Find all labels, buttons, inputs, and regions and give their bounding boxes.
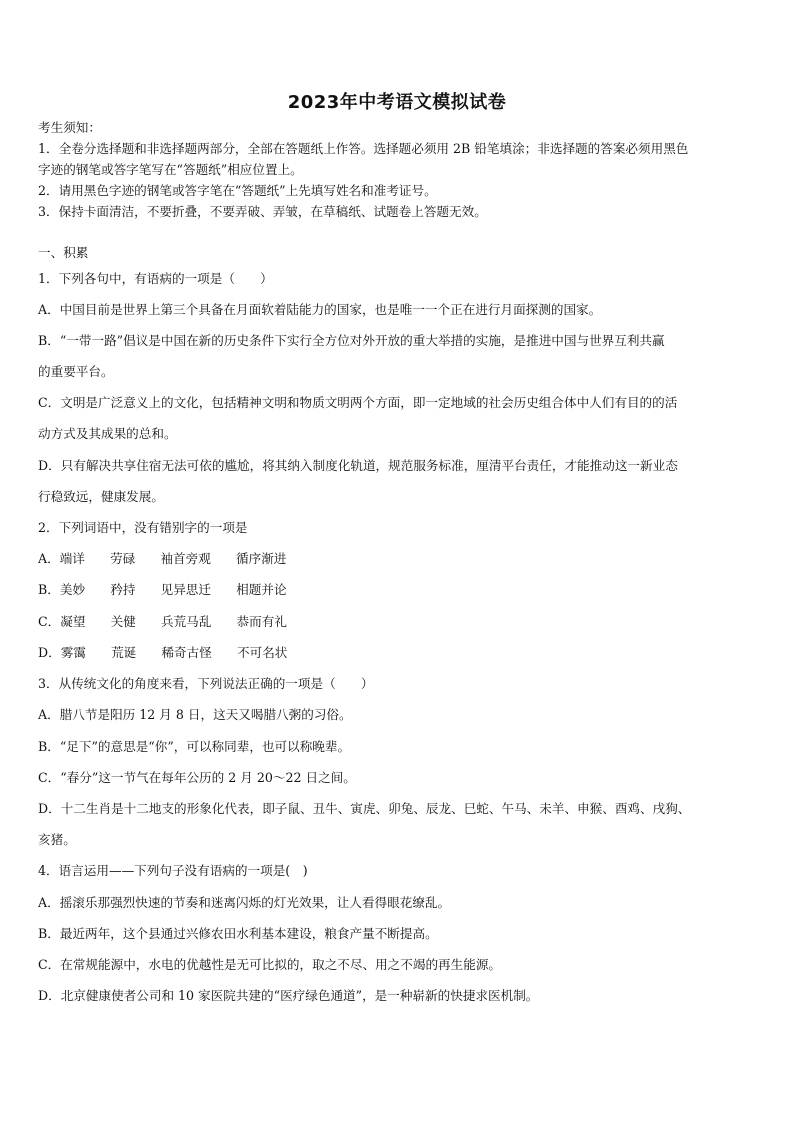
q4-option-c: C．在常规能源中，水电的优越性是无可比拟的，取之不尽、用之不竭的再生能源。: [38, 957, 502, 972]
notice-heading: 考生须知：: [38, 120, 101, 135]
q3-option-c: C．“春分”这一节气在每年公历的 2 月 20～22 日之间。: [38, 770, 356, 785]
q4-option-d: D．北京健康使者公司和 10 家医院共建的“医疗绿色通道”，是一种崭新的快捷求医机制。: [38, 988, 539, 1003]
q3-stem: 3．从传统文化的角度来看，下列说法正确的一项是（ ）: [38, 676, 374, 691]
q1-option-c-cont: 动方式及其成果的总和。: [38, 426, 177, 441]
q2-stem: 2．下列词语中，没有错别字的一项是: [38, 520, 248, 535]
notice-item-3: 3．保持卡面清洁，不要折叠，不要弄破、弄皱，在草稿纸、试题卷上答题无效。: [38, 204, 487, 219]
q2-option-d: D．雾霭 荒诞 稀奇古怪 不可名状: [38, 645, 288, 660]
q2-option-b: B．美妙 矜持 见异思迁 相题并论: [38, 582, 287, 597]
notice-item-1-cont: 字迹的钢笔或答字笔写在“答题纸”相应位置上。: [38, 162, 303, 177]
q1-option-d: D．只有解决共享住宿无法可依的尴尬，将其纳入制度化轨道，规范服务标准，厘清平台责任，才能推动这一新业态: [38, 458, 678, 473]
q1-option-b-cont: 的重要平台。: [38, 364, 114, 379]
q3-option-b: B．“足下”的意思是“你”，可以称同辈，也可以称晚辈。: [38, 739, 351, 754]
q1-option-a: A．中国目前是世界上第三个具备在月面软着陆能力的国家，也是唯一一个正在进行月面探测的国家。: [38, 302, 602, 317]
q1-option-c: C．文明是广泛意义上的文化，包括精神文明和物质文明两个方面，即一定地域的社会历史组合体中人们有目的的活: [38, 395, 678, 410]
q1-option-b: B．“一带一路”倡议是中国在新的历史条件下实行全方位对外开放的重大举措的实施，是推进中国与世界互利共赢: [38, 333, 665, 348]
q4-option-a: A．摇滚乐那强烈快速的节奏和迷离闪烁的灯光效果，让人看得眼花缭乱。: [38, 895, 451, 910]
section-heading: 一、积累: [38, 245, 89, 260]
notice-item-2: 2．请用黑色字迹的钢笔或答字笔在“答题纸”上先填写姓名和准考证号。: [38, 183, 437, 198]
notice-item-1: 1．全卷分选择题和非选择题两部分，全部在答题纸上作答。选择题必须用 2B 铅笔填涂；非选择题的答案必须用黑色: [38, 141, 689, 156]
q2-option-c: C．凝望 关健 兵荒马乱 恭而有礼: [38, 614, 287, 629]
q4-stem: 4．语言运用——下列句子没有语病的一项是( ): [38, 863, 308, 878]
page-title: 2023年中考语文模拟试卷: [287, 92, 507, 113]
q1-option-d-cont: 行稳致远，健康发展。: [38, 489, 164, 504]
q3-option-d-cont: 亥猪。: [38, 832, 76, 847]
q3-option-d: D．十二生肖是十二地支的形象化代表，即子鼠、丑牛、寅虎、卯兔、辰龙、巳蛇、午马、未羊、申猴、酉鸡、戌狗、: [38, 801, 691, 816]
q3-option-a: A．腊八节是阳历 12 月 8 日，这天又喝腊八粥的习俗。: [38, 707, 352, 722]
q1-stem: 1．下列各句中，有语病的一项是（ ）: [38, 271, 273, 286]
q4-option-b: B．最近两年，这个县通过兴修农田水利基本建设，粮食产量不断提高。: [38, 926, 438, 941]
q2-option-a: A．端详 劳碌 袖首旁观 循序渐进: [38, 551, 287, 566]
